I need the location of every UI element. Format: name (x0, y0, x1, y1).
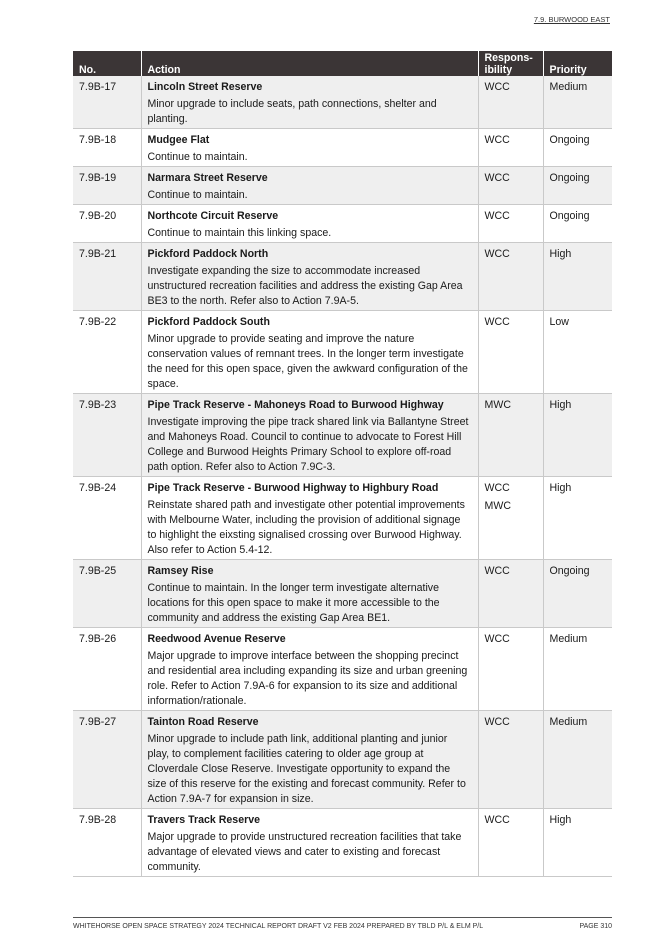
responsibility-value: WCC (484, 565, 510, 577)
action-title: Lincoln Street Reserve (147, 81, 263, 93)
table-row (73, 560, 612, 628)
responsibility-cell (478, 711, 543, 809)
action-description: Investigate improving the pipe track shared link via Ballantyne Street and Mahoneys Road. Council to continue to advocate to Forest Hill College and Burwood Heights Primary School to explore off-road path option. Refer also to Action 7.9C-3. (147, 416, 469, 473)
responsibility-cell (478, 205, 543, 243)
page-footer (73, 923, 612, 930)
table-row (73, 205, 612, 243)
action-number: 7.9B-21 (73, 243, 141, 311)
responsibility-cell (478, 167, 543, 205)
action-cell (141, 76, 478, 129)
responsibility-value: WCC (484, 482, 510, 494)
action-cell (141, 205, 478, 243)
action-cell (141, 477, 478, 560)
table-body (73, 76, 612, 877)
priority-value: Medium (543, 76, 612, 129)
responsibility-value: WCC (484, 716, 510, 728)
action-number: 7.9B-26 (73, 628, 141, 711)
action-cell (141, 711, 478, 809)
table-row (73, 243, 612, 311)
column-header-action: Action (141, 51, 478, 76)
priority-value: High (543, 394, 612, 477)
action-cell (141, 394, 478, 477)
action-description: Continue to maintain. (147, 151, 248, 163)
action-number: 7.9B-22 (73, 311, 141, 394)
action-cell (141, 243, 478, 311)
responsibility-value: WCC (484, 814, 510, 826)
action-cell (141, 628, 478, 711)
column-header-priority: Priority (543, 51, 612, 76)
column-header-no: No. (73, 51, 141, 76)
priority-value: Low (543, 311, 612, 394)
responsibility-cell (478, 129, 543, 167)
responsibility-cell (478, 311, 543, 394)
action-number: 7.9B-24 (73, 477, 141, 560)
action-title: Tainton Road Reserve (147, 716, 259, 728)
column-header-responsibility: Respons- ibility (478, 51, 543, 76)
responsibility-value: WCC (484, 81, 510, 93)
action-description: Minor upgrade to include path link, additional planting and junior play, to complement facilities catering to older age group at Cloverdale Close Reserve. Investigate opportunity to expand the size of this reserve for the existing and forecast community. Refer to Action 7.9A-7 for expansion in size. (147, 733, 466, 805)
action-number: 7.9B-20 (73, 205, 141, 243)
action-description: Major upgrade to provide unstructured recreation facilities that take advantage of elevated views and cater to existing and forecast community. (147, 831, 462, 873)
table-header-row (73, 51, 612, 76)
priority-value: High (543, 809, 612, 877)
action-description: Major upgrade to improve interface between the shopping precinct and residential area including expanding its size and urban greening role. Refer to Action 7.9A-6 for expansion to its size and additional information/rationale. (147, 650, 468, 707)
priority-value: Ongoing (543, 167, 612, 205)
action-number: 7.9B-23 (73, 394, 141, 477)
responsibility-value: WCC (484, 172, 510, 184)
table-row (73, 311, 612, 394)
action-title: Northcote Circuit Reserve (147, 210, 279, 222)
priority-value: High (543, 477, 612, 560)
action-description: Continue to maintain. (147, 189, 248, 201)
action-description: Minor upgrade to include seats, path connections, shelter and planting. (147, 98, 437, 125)
action-description: Reinstate shared path and investigate other potential improvements with Melbourne Water, including the provision of additional signage to highlight the eixsting signalised crossing over Burwood Highway. Also refer to Action 5.4-12. (147, 499, 465, 556)
priority-value: Ongoing (543, 560, 612, 628)
action-title: Pipe Track Reserve - Mahoneys Road to Burwood Highway (147, 399, 444, 411)
responsibility-cell (478, 560, 543, 628)
action-title: Pickford Paddock North (147, 248, 269, 260)
action-cell (141, 129, 478, 167)
priority-value: Medium (543, 711, 612, 809)
table-row (73, 167, 612, 205)
priority-value: Medium (543, 628, 612, 711)
table-row (73, 477, 612, 560)
responsibility-value: WCC (484, 134, 510, 146)
action-description: Minor upgrade to provide seating and improve the nature conservation values of remnant trees. In the longer term investigate the need for this open space, given the awkward configuration of the space. (147, 333, 468, 390)
responsibility-value: WCC (484, 210, 510, 222)
responsibility-cell (478, 76, 543, 129)
table-row (73, 394, 612, 477)
section-reference: 7.9. BURWOOD EAST (533, 15, 610, 24)
action-description: Continue to maintain. In the longer term investigate alternative locations for this open space to make it more accessible to the community and address the existing Gap Area BE1. (147, 582, 440, 624)
footer-divider (73, 917, 612, 918)
action-title: Mudgee Flat (147, 134, 210, 146)
action-title: Ramsey Rise (147, 565, 214, 577)
action-number: 7.9B-17 (73, 76, 141, 129)
responsibility-cell (478, 628, 543, 711)
responsibility-cell (478, 243, 543, 311)
responsibility-value: MWC (484, 399, 511, 411)
table-row (73, 711, 612, 809)
responsibility-value: MWC (484, 500, 511, 512)
responsibility-value: WCC (484, 248, 510, 260)
priority-value: High (543, 243, 612, 311)
priority-value: Ongoing (543, 129, 612, 167)
action-number: 7.9B-25 (73, 560, 141, 628)
action-number: 7.9B-18 (73, 129, 141, 167)
responsibility-cell (478, 477, 543, 560)
action-number: 7.9B-19 (73, 167, 141, 205)
page-number: PAGE 310 (579, 923, 612, 930)
responsibility-value: WCC (484, 633, 510, 645)
table-row (73, 76, 612, 129)
responsibility-cell (478, 394, 543, 477)
action-description: Continue to maintain this linking space. (147, 227, 332, 239)
action-cell (141, 311, 478, 394)
responsibility-value: WCC (484, 316, 510, 328)
action-title: Pickford Paddock South (147, 316, 270, 328)
table-row (73, 809, 612, 877)
actions-table (73, 51, 612, 877)
priority-value: Ongoing (543, 205, 612, 243)
action-cell (141, 167, 478, 205)
table-row (73, 628, 612, 711)
action-title: Narmara Street Reserve (147, 172, 268, 184)
responsibility-cell (478, 809, 543, 877)
action-cell (141, 560, 478, 628)
footer-document-info: WHITEHORSE OPEN SPACE STRATEGY 2024 TECHNICAL REPORT DRAFT V2 FEB 2024 PREPARED BY TBLD P/L & ELM P/L (73, 923, 484, 930)
action-cell (141, 809, 478, 877)
table-row (73, 129, 612, 167)
action-title: Reedwood Avenue Reserve (147, 633, 286, 645)
action-description: Investigate expanding the size to accommodate increased unstructured recreation facilities and address the existing Gap Area BE3 to the north. Refer also to Action 7.9A-5. (147, 265, 463, 307)
action-number: 7.9B-27 (73, 711, 141, 809)
action-number: 7.9B-28 (73, 809, 141, 877)
action-title: Pipe Track Reserve - Burwood Highway to Highbury Road (147, 482, 439, 494)
action-title: Travers Track Reserve (147, 814, 261, 826)
